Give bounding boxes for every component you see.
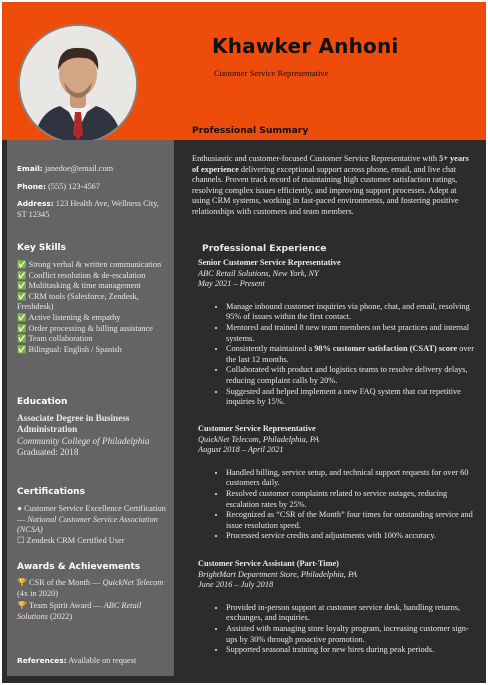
skill-item: ✅ Multitasking & time management <box>17 281 141 291</box>
job-bullet: • Provided in-person support at customer service desk, handling returns, exchanges, and inquiries. <box>226 603 480 624</box>
skill-item: ✅ Active listening & empathy <box>17 312 121 322</box>
job-company: ABC Retail Solutions, New York, NY <box>198 268 319 278</box>
key-skills-heading: Key Skills <box>17 243 66 253</box>
job-company: BrightMart Department Store, Philadelphia, PA <box>198 569 358 579</box>
skill-item: ✅ Conflict resolution & de-escalation <box>17 270 146 280</box>
check-icon: ✅ <box>17 270 27 280</box>
job-bullets <box>198 603 480 656</box>
job-bullet: • Suggested and helped implement a new FAQ system that cut repetitive inquiries by 15%. <box>226 387 480 408</box>
skill-item: ✅ Order processing & billing assistance <box>17 323 153 333</box>
job-bullet: • Manage inbound customer inquiries via phone, chat, and email, resolving 95% of issues within the first contact. <box>226 302 480 323</box>
award-item: 🏆 Team Spirit Award — ABC Retail Solutions (2022) <box>17 601 142 621</box>
address-value: 123 Health Ave, Wellness City, ST 12345 <box>17 199 159 219</box>
check-icon: ✅ <box>17 323 27 333</box>
contact-block <box>17 164 169 220</box>
job-bullet: • Recognized as “CSR of the Month” four times for outstanding service and issue resolution speed. <box>226 510 480 531</box>
awards-list <box>17 578 169 622</box>
check-icon: ✅ <box>17 281 27 291</box>
job-bullet: • Mentored and trained 8 new team members on best practices and internal systems. <box>226 323 480 344</box>
candidate-title: Customer Service Representative <box>214 68 329 78</box>
job-dates: May 2021 – Present <box>198 279 265 289</box>
job-title: Customer Service Representative <box>198 424 316 433</box>
awards-heading: Awards & Achievements <box>17 562 141 572</box>
email-value[interactable]: janedoe@email.com <box>44 164 114 173</box>
phone-value: (555) 123-4567 <box>48 181 100 191</box>
job-title: Senior Customer Service Representative <box>198 258 341 267</box>
address-row: Address: 123 Health Ave, Wellness City, ST 12345 <box>17 199 159 219</box>
job-entry <box>198 559 480 656</box>
graduation: Graduated: 2018 <box>17 447 79 458</box>
check-icon: ✅ <box>17 334 27 344</box>
trophy-icon: 🏆 <box>17 578 27 587</box>
references-value: Available on request <box>68 656 137 665</box>
professional-summary-heading: Professional Summary <box>192 125 309 136</box>
skills-list <box>17 260 169 355</box>
job-bullets <box>198 468 480 542</box>
certification-item: ● Customer Service Excellence Certification — National Customer Service Association (NCSA) <box>17 504 166 535</box>
education-block <box>17 413 169 459</box>
profile-photo <box>18 24 138 144</box>
certification-item: ☐ Zendesk CRM Certified User <box>17 535 125 545</box>
job-bullet: • Supported seasonal training for new hires during peak periods. <box>226 645 480 656</box>
skill-item: ✅ Strong verbal & written communication <box>17 260 162 269</box>
experience-heading: Professional Experience <box>202 243 327 254</box>
certifications-list <box>17 504 169 546</box>
phone-row: Phone: (555) 123-4567 <box>17 181 100 191</box>
job-entry <box>198 424 480 542</box>
job-bullets <box>198 302 480 408</box>
job-dates: August 2018 – April 2021 <box>198 445 284 455</box>
job-bullet: • Handled billing, service setup, and technical support requests for over 60 customers daily. <box>226 468 480 489</box>
check-icon: ✅ <box>17 260 27 269</box>
award-item: 🏆 CSR of the Month — QuickNet Telecom (4x in 2020) <box>17 578 164 598</box>
school: Community College of Philadelphia <box>17 435 150 446</box>
email-row: Email: janedoe@email.com <box>17 164 114 173</box>
references-row: References: Available on request <box>17 656 137 665</box>
job-dates: June 2016 – July 2018 <box>198 580 274 590</box>
skill-item: ✅ Team collaboration <box>17 334 93 344</box>
summary-text: Enthusiastic and customer-focused Customer Service Representative with 5+ years of experience delivering exceptional support across phone, email, and live chat channels. Proven track record of maintaining high customer satisfaction ratings, resolving complex issues efficiently, and improving support processes. Adept at using CRM systems, working in fast-paced environments, and fostering positive relationships with customers and team members. <box>192 154 469 216</box>
check-icon: ✅ <box>17 312 27 322</box>
sidebar <box>7 140 174 676</box>
resume-header <box>2 2 486 140</box>
check-icon: ✅ <box>17 291 27 301</box>
bullet-icon: ● <box>17 504 23 513</box>
job-entry <box>198 258 480 408</box>
job-bullet: • Collaborated with product and logistics teams to resolve delivery delays, reducing complaint calls by 20%. <box>226 365 480 386</box>
job-bullet: • Processed service credits and adjustments with 100% accuracy. <box>226 531 480 542</box>
job-title: Customer Service Assistant (Part-Time) <box>198 559 339 568</box>
job-bullet: • Consistently maintained a 98% customer satisfaction (CSAT) score over the last 12 months. <box>226 344 480 365</box>
skill-item: ✅ Bilingual: English / Spanish <box>17 344 122 354</box>
job-bullet: • Assisted with managing store loyalty program, increasing customer sign-ups by 30% through proactive promotion. <box>226 624 480 645</box>
job-bullet: • Resolved customer complaints related to service outages, reducing escalation rates by 25%. <box>226 489 480 510</box>
resume-page <box>2 2 486 683</box>
trophy-icon: 🏆 <box>17 601 27 611</box>
skill-item: ✅ CRM tools (Salesforce, Zendesk, Freshdesk) <box>17 291 139 312</box>
candidate-name: Khawker Anhoni <box>212 34 399 58</box>
certifications-heading: Certifications <box>17 487 85 497</box>
check-icon: ✅ <box>17 344 27 354</box>
education-heading: Education <box>17 397 68 407</box>
job-company: QuickNet Telecom, Philadelphia, PA <box>198 434 319 444</box>
checkbox-icon: ☐ <box>17 535 25 545</box>
degree: Associate Degree in Business Administration <box>17 413 130 435</box>
